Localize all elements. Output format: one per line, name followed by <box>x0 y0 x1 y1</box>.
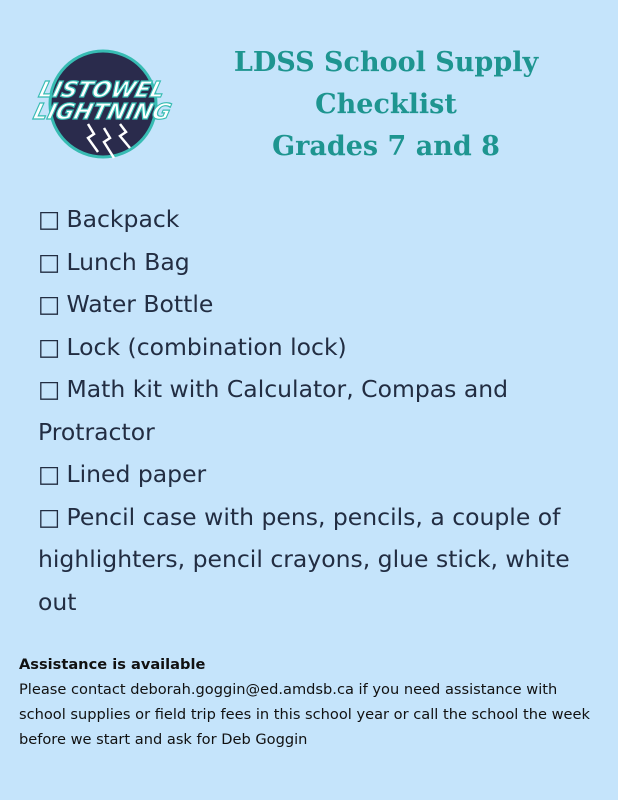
checklist-item-lunch-bag <box>38 241 583 284</box>
logo-wordmark-line2: LIGHTNING <box>30 99 174 125</box>
page-title <box>200 42 572 168</box>
checkbox-icon: □ <box>38 375 61 403</box>
checkbox-icon: □ <box>38 460 61 488</box>
checklist-item-pencil-case <box>38 496 583 624</box>
listowel-lightning-logo <box>28 40 178 170</box>
logo-wordmark-line1: LISTOWEL <box>36 77 168 103</box>
checklist-item-label: Math kit with Calculator, Compas and Protractor <box>38 375 509 446</box>
title-line-1: LDSS School Supply <box>233 47 539 78</box>
checklist-item-backpack <box>38 198 583 241</box>
checkbox-icon: □ <box>38 247 61 276</box>
checklist-item-label: Pencil case with pens, pencils, a couple of highlighters, pencil crayons, glue stick, white out <box>38 502 570 616</box>
title-line-2: Checklist <box>315 89 457 120</box>
checkbox-icon: □ <box>38 290 61 318</box>
checklist-item-lock <box>38 326 583 369</box>
checklist-item-label: Backpack <box>66 205 180 233</box>
checklist-item-lined-paper <box>38 453 583 496</box>
checklist-item-water-bottle <box>38 283 583 326</box>
checkbox-icon: □ <box>38 332 61 361</box>
checklist-item-label: Lined paper <box>66 460 207 488</box>
checklist-item-label: Lock (combination lock) <box>66 332 347 361</box>
checkbox-icon: □ <box>38 205 61 233</box>
assistance-heading: Assistance is available <box>19 656 206 673</box>
assistance-section <box>19 652 604 752</box>
title-line-3: Grades 7 and 8 <box>272 131 500 162</box>
checkbox-icon: □ <box>38 502 61 531</box>
supply-checklist <box>38 198 583 623</box>
assistance-body: Please contact deborah.goggin@ed.amdsb.ca if you need assistance with school supplies or field trip fees in this school year or call the school the week before we start and ask for Deb Goggin <box>19 681 590 748</box>
checklist-item-label: Lunch Bag <box>66 247 190 276</box>
checklist-item-label: Water Bottle <box>66 290 214 318</box>
checklist-item-math-kit <box>38 368 583 453</box>
